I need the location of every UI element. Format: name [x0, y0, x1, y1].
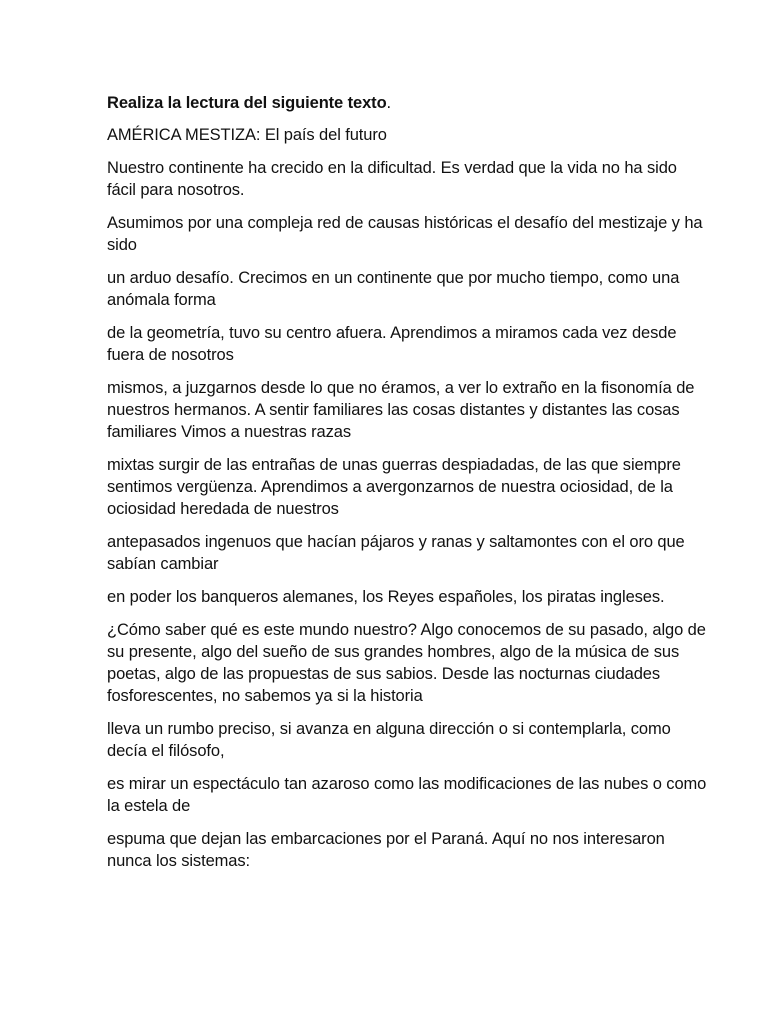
paragraph-8: en poder los banqueros alemanes, los Reyes españoles, los piratas ingleses.: [107, 588, 665, 606]
instruction-text: Realiza la lectura del siguiente texto: [107, 94, 387, 112]
instruction-period: .: [386, 94, 392, 112]
paragraph-9: ¿Cómo saber qué es este mundo nuestro? Algo conocemos de su pasado, algo de su presente, algo del sueño de sus grandes hombres, algo de la música de sus poetas, algo de las propuestas de sus sabios. Desde las nocturnas ciudades fosforescentes, no sabemos ya si la historia: [107, 621, 706, 705]
paragraph-5: mismos, a juzgarnos desde lo que no éramos, a ver lo extraño en la fisonomía de nuestros hermanos. A sentir familiares las cosas distantes y distantes las cosas familiares Vimos a nuestras razas: [107, 379, 695, 441]
paragraph-12: espuma que dejan las embarcaciones por el Paraná. Aquí no nos interesaron nunca los sistemas:: [107, 830, 665, 870]
paragraph-4: de la geometría, tuvo su centro afuera. Aprendimos a miramos cada vez desde fuera de nosotros: [107, 324, 677, 364]
paragraph-2: Asumimos por una compleja red de causas históricas el desafío del mestizaje y ha sido: [107, 214, 703, 254]
document-heading: AMÉRICA MESTIZA: El país del futuro: [107, 126, 387, 144]
document-page: [107, 92, 707, 883]
paragraph-10: lleva un rumbo preciso, si avanza en alguna dirección o si contemplarla, como decía el filósofo,: [107, 720, 671, 760]
paragraph-11: es mirar un espectáculo tan azaroso como las modificaciones de las nubes o como la estela de: [107, 775, 707, 815]
paragraph-7: antepasados ingenuos que hacían pájaros y ranas y saltamontes con el oro que sabían cambiar: [107, 533, 685, 573]
instruction-line: [107, 92, 707, 114]
paragraph-3: un arduo desafío. Crecimos en un continente que por mucho tiempo, como una anómala forma: [107, 269, 680, 309]
paragraph-1: Nuestro continente ha crecido en la dificultad. Es verdad que la vida no ha sido fácil para nosotros.: [107, 159, 677, 199]
paragraph-6: mixtas surgir de las entrañas de unas guerras despiadadas, de las que siempre sentimos vergüenza. Aprendimos a avergonzarnos de nuestra ociosidad, de la ociosidad heredada de nuestros: [107, 456, 681, 518]
